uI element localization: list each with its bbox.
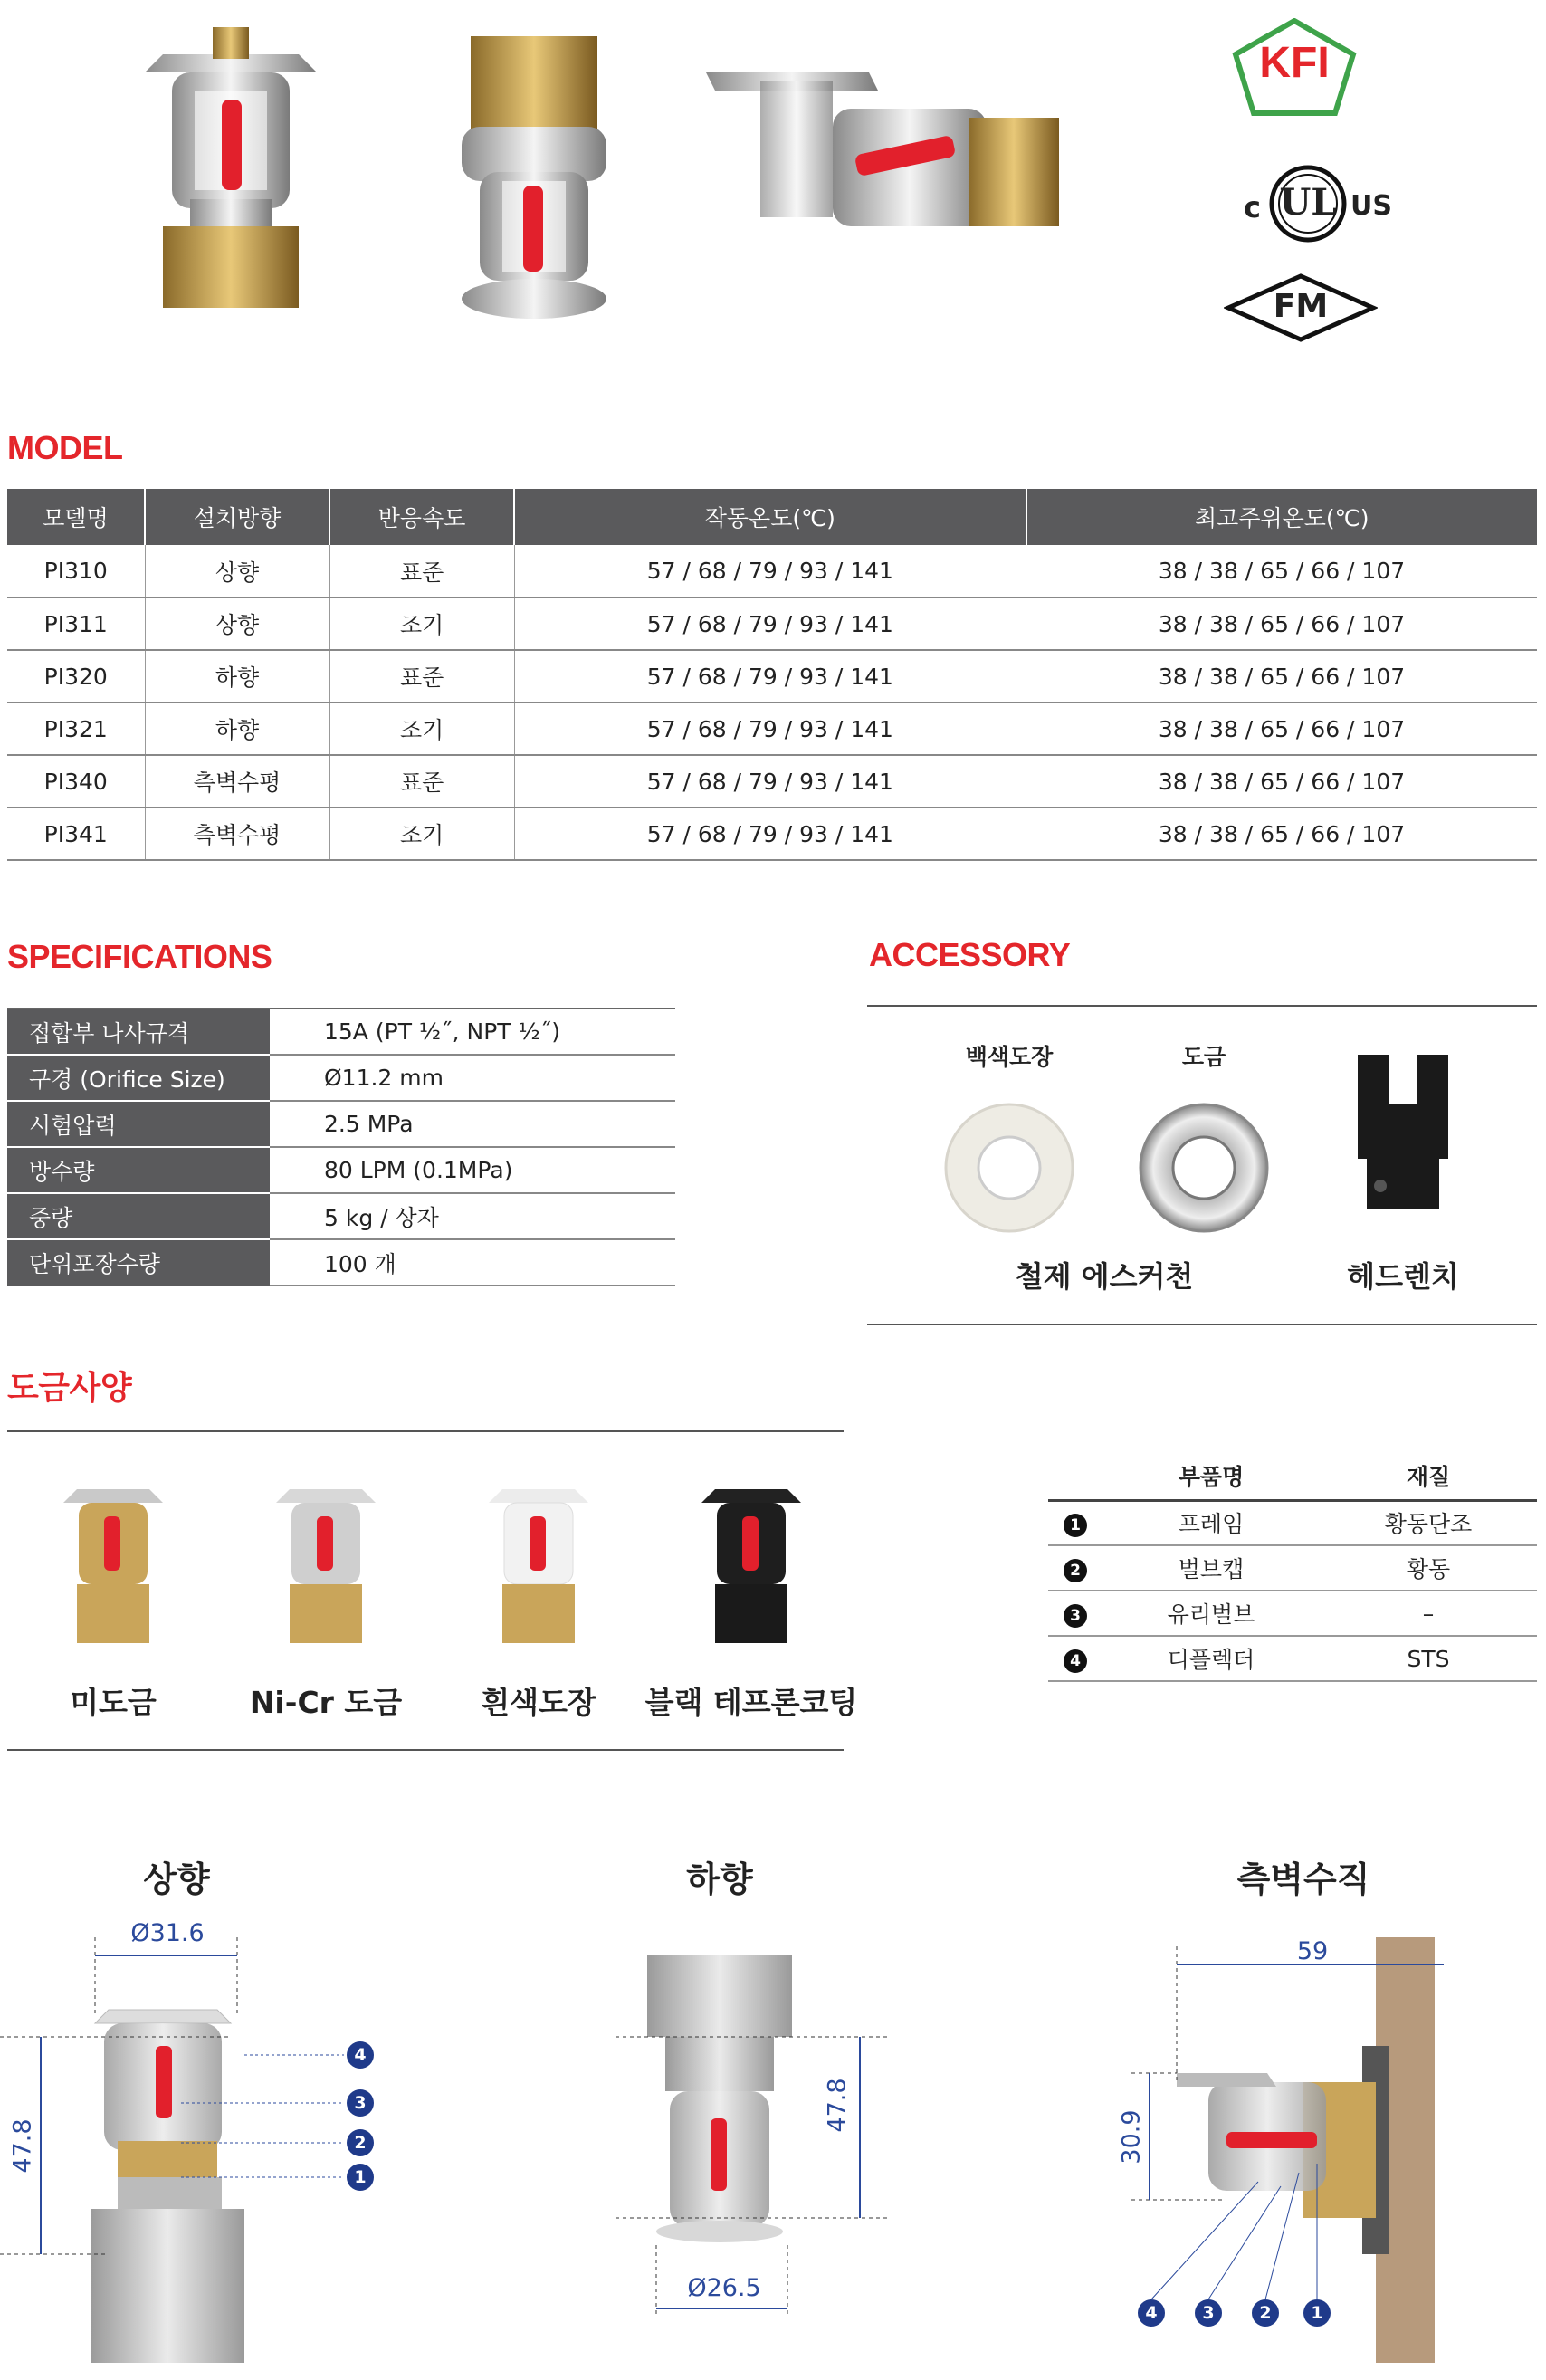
parts-num-col <box>1048 1453 1102 1500</box>
specifications-heading: SPECIFICATIONS <box>7 938 272 975</box>
table-row <box>7 1055 675 1101</box>
cell: 57 / 68 / 79 / 93 / 141 <box>514 808 1026 860</box>
number-badge: 3 <box>1064 1604 1087 1628</box>
cell: 57 / 68 / 79 / 93 / 141 <box>514 597 1026 650</box>
model-header-row <box>7 489 1537 545</box>
table-row <box>1048 1591 1537 1636</box>
cell: 38 / 38 / 65 / 66 / 107 <box>1026 703 1537 755</box>
pendent-sprinkler-photo <box>444 27 625 326</box>
cell: PI311 <box>7 597 145 650</box>
cell: 표준 <box>329 545 514 597</box>
accessory-bottom-rule <box>867 1324 1537 1325</box>
unplated-sprinkler-icon <box>59 1476 167 1648</box>
white-escutcheon-icon <box>937 1095 1082 1240</box>
part-name: 벌브캡 <box>1102 1545 1320 1591</box>
upright-dimension-diagram <box>0 1910 398 2363</box>
plating-item-black: 블랙 테프론코팅 <box>644 1685 858 1720</box>
number-badge: 1 <box>1064 1514 1087 1537</box>
col-response: 반응속도 <box>329 489 514 545</box>
sidewall-height-label: 30.9 <box>1117 2109 1146 2165</box>
table-row <box>7 808 1537 860</box>
spec-key: 방수량 <box>7 1147 270 1193</box>
upright-diagram-title: 상향 <box>143 1859 210 1899</box>
part-material: 황동단조 <box>1320 1500 1537 1545</box>
table-row <box>7 1101 675 1147</box>
col-operating-temp: 작동온도(℃) <box>514 489 1026 545</box>
cell: 38 / 38 / 65 / 66 / 107 <box>1026 545 1537 597</box>
cell: 상향 <box>145 597 329 650</box>
plating-item-unplated: 미도금 <box>70 1685 157 1720</box>
accessory-heading: ACCESSORY <box>869 936 1071 973</box>
spec-key: 단위포장수량 <box>7 1239 270 1286</box>
pendent-height-label: 47.8 <box>823 2078 852 2133</box>
col-material: 재질 <box>1320 1453 1537 1500</box>
cell: 표준 <box>329 650 514 703</box>
sidewall-callout-4: 4 <box>1138 2299 1165 2327</box>
part-material: STS <box>1320 1636 1537 1681</box>
kfi-text: KFI <box>1259 39 1330 87</box>
spec-value: 15A (PT ½˝, NPT ½˝) <box>270 1008 675 1055</box>
plating-heading: 도금사양 <box>7 1369 132 1406</box>
table-row <box>7 1008 675 1055</box>
plating-top-rule <box>7 1430 844 1432</box>
head-wrench-label: 헤드렌치 <box>1347 1259 1459 1294</box>
part-material: 황동 <box>1320 1545 1537 1591</box>
spec-key: 접합부 나사규격 <box>7 1008 270 1055</box>
accessory-top-rule <box>867 1005 1537 1007</box>
pendent-diameter-label: Ø26.5 <box>687 2274 761 2302</box>
cell: 하향 <box>145 703 329 755</box>
sidewall-diagram-title: 측벽수직 <box>1236 1859 1370 1899</box>
white-coated-sprinkler-icon <box>484 1476 593 1648</box>
cell: 38 / 38 / 65 / 66 / 107 <box>1026 808 1537 860</box>
spec-value: 2.5 MPa <box>270 1101 675 1147</box>
part-name: 유리벌브 <box>1102 1591 1320 1636</box>
spec-value: 100 개 <box>270 1239 675 1286</box>
table-row <box>7 1147 675 1193</box>
plating-bottom-rule <box>7 1749 844 1751</box>
spec-key: 시험압력 <box>7 1101 270 1147</box>
fm-logo <box>1224 272 1378 344</box>
table-row <box>7 1239 675 1286</box>
number-badge: 4 <box>1064 1649 1087 1673</box>
cell: 조기 <box>329 808 514 860</box>
cell: PI320 <box>7 650 145 703</box>
table-row <box>7 597 1537 650</box>
table-row <box>1048 1636 1537 1681</box>
cell: 38 / 38 / 65 / 66 / 107 <box>1026 597 1537 650</box>
cell: 측벽수평 <box>145 755 329 808</box>
spec-key: 구경 (Orifice Size) <box>7 1055 270 1101</box>
sidewall-dimension-diagram <box>1122 1919 1484 2363</box>
cell: 조기 <box>329 597 514 650</box>
sidewall-callout-2: 2 <box>1252 2299 1279 2327</box>
cell: 상향 <box>145 545 329 597</box>
cell: 조기 <box>329 703 514 755</box>
table-row <box>7 703 1537 755</box>
spec-value: 5 kg / 상자 <box>270 1193 675 1239</box>
sidewall-width-label: 59 <box>1296 1937 1329 1965</box>
ul-logo <box>1240 163 1392 244</box>
ul-us-text: US <box>1350 190 1392 222</box>
table-row <box>1048 1500 1537 1545</box>
model-table <box>7 489 1537 861</box>
ul-c-text: c <box>1244 190 1261 225</box>
sidewall-sprinkler-photo <box>697 54 1068 263</box>
sidewall-callout-1: 1 <box>1303 2299 1331 2327</box>
cell: PI310 <box>7 545 145 597</box>
cell: 57 / 68 / 79 / 93 / 141 <box>514 650 1026 703</box>
part-name: 프레임 <box>1102 1500 1320 1545</box>
parts-header-row <box>1048 1453 1537 1500</box>
plated-escutcheon-icon <box>1131 1095 1276 1240</box>
part-name: 디플렉터 <box>1102 1636 1320 1681</box>
table-row <box>7 1193 675 1239</box>
cell: 57 / 68 / 79 / 93 / 141 <box>514 755 1026 808</box>
white-coating-label: 백색도장 <box>965 1044 1054 1070</box>
table-row <box>7 650 1537 703</box>
number-badge: 2 <box>1064 1559 1087 1582</box>
cell: 38 / 38 / 65 / 66 / 107 <box>1026 650 1537 703</box>
cell: 측벽수평 <box>145 808 329 860</box>
head-wrench-icon <box>1340 1050 1466 1213</box>
escutcheon-label: 철제 에스커천 <box>1015 1259 1194 1294</box>
upright-sprinkler-photo <box>136 18 326 308</box>
cell: 표준 <box>329 755 514 808</box>
col-install-direction: 설치방향 <box>145 489 329 545</box>
plating-item-white: 흰색도장 <box>481 1685 596 1720</box>
upright-callout-3: 3 <box>347 2089 374 2117</box>
table-row <box>1048 1545 1537 1591</box>
part-material: – <box>1320 1591 1537 1636</box>
kfi-logo <box>1231 18 1358 118</box>
spec-key: 중량 <box>7 1193 270 1239</box>
plated-label: 도금 <box>1181 1044 1226 1070</box>
upright-callout-1: 1 <box>347 2164 374 2191</box>
table-row <box>7 545 1537 597</box>
col-part-name: 부품명 <box>1102 1453 1320 1500</box>
nicr-plated-sprinkler-icon <box>272 1476 380 1648</box>
parts-table <box>1048 1453 1537 1682</box>
table-row <box>7 755 1537 808</box>
spec-value: 80 LPM (0.1MPa) <box>270 1147 675 1193</box>
plating-item-nicr: Ni-Cr 도금 <box>249 1685 403 1720</box>
black-teflon-sprinkler-icon <box>697 1476 806 1648</box>
cell: 하향 <box>145 650 329 703</box>
col-model-name: 모델명 <box>7 489 145 545</box>
upright-callout-4: 4 <box>347 2041 374 2069</box>
ul-text: UL <box>1279 181 1337 224</box>
cell: 38 / 38 / 65 / 66 / 107 <box>1026 755 1537 808</box>
upright-callout-2: 2 <box>347 2129 374 2156</box>
upright-diameter-label: Ø31.6 <box>130 1919 205 1947</box>
fm-text: FM <box>1273 288 1329 325</box>
col-max-ambient-temp: 최고주위온도(℃) <box>1026 489 1537 545</box>
spec-value: Ø11.2 mm <box>270 1055 675 1101</box>
cell: PI341 <box>7 808 145 860</box>
specifications-table <box>7 1008 675 1286</box>
cell: PI321 <box>7 703 145 755</box>
upright-height-label: 47.8 <box>8 2118 37 2174</box>
sidewall-callout-3: 3 <box>1195 2299 1222 2327</box>
pendent-diagram-title: 하향 <box>686 1859 753 1899</box>
model-heading: MODEL <box>7 429 123 466</box>
cell: PI340 <box>7 755 145 808</box>
cell: 57 / 68 / 79 / 93 / 141 <box>514 703 1026 755</box>
cell: 57 / 68 / 79 / 93 / 141 <box>514 545 1026 597</box>
